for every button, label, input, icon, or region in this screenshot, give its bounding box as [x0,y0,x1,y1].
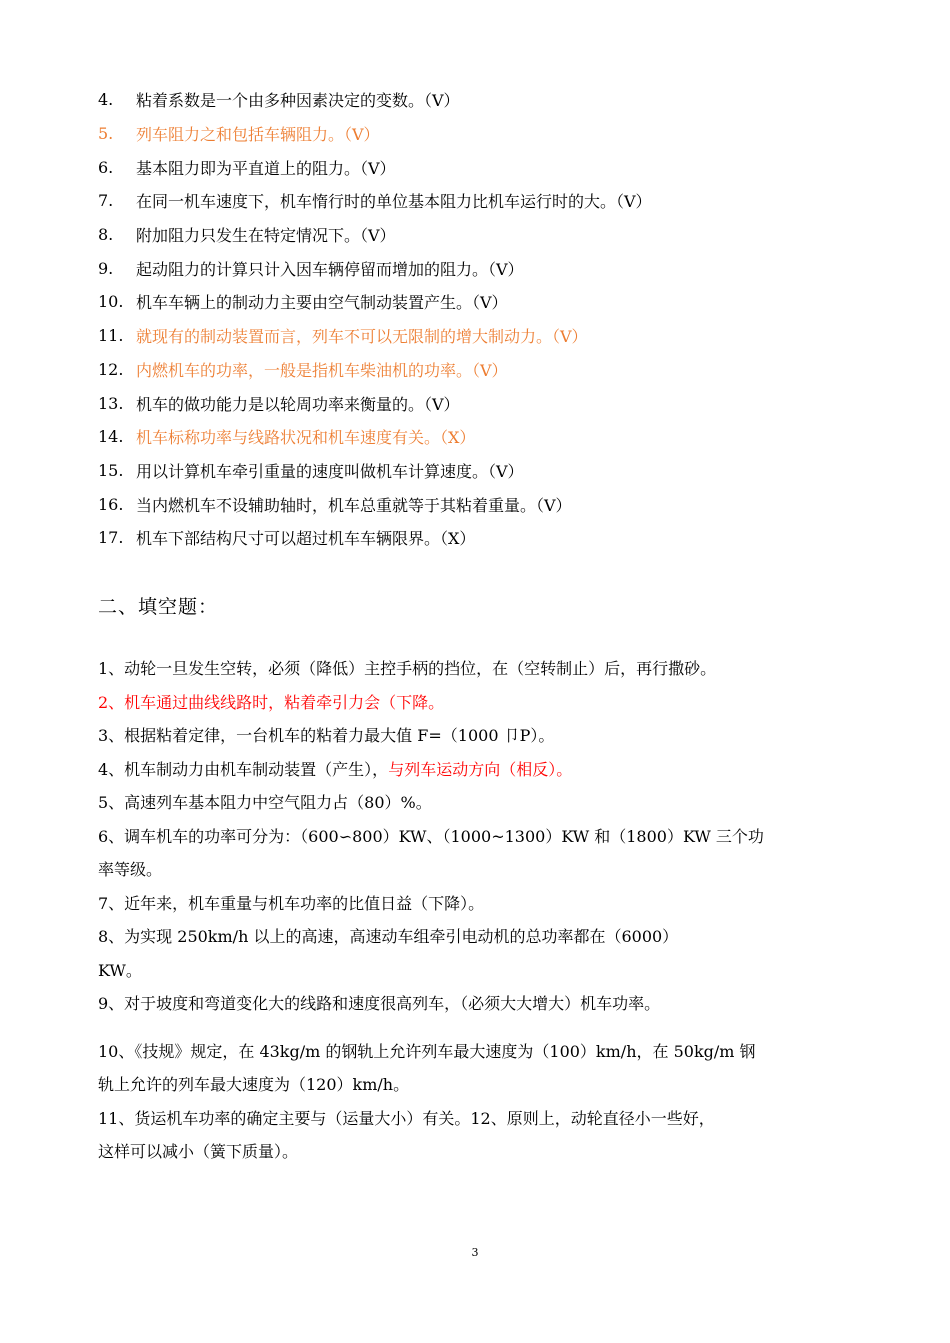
list-item: 4、机车制动力由机车制动装置（产生），与列车运动方向（相反）。 [98,759,573,779]
list-item: 7. 在同一机车速度下，机车惰行时的单位基本阻力比机车运行时的大。（V） [98,191,652,212]
page-number: 3 [471,1246,479,1259]
list-item: KW。 [98,960,142,980]
item-text: 机车车辆上的制动力主要由空气制动装置产生。（V） [136,293,508,313]
list-item: 8、为实现 250km/h 以上的高速，高速动车组牵引电动机的总功率都在（6000） [98,927,679,946]
item-text: 用以计算机车牵引重量的速度叫做机车计算速度。（V） [136,461,524,481]
item-text: 当内燃机车不设辅助轴时，机车总重就等于其粘着重量。（V） [136,495,572,515]
list-item: 8. 附加阻力只发生在特定情况下。（V） [98,225,396,246]
list-item: 6. 基本阻力即为平直道上的阻力。（V） [98,157,396,178]
list-item: 9、对于坡度和弯道变化大的线路和速度很高列车，（必须大大增大）机车功率。 [98,994,661,1013]
item-text: 就现有的制动装置而言，列车不可以无限制的增大制动力。（V） [136,327,588,347]
item-text: 内燃机车的功率，一般是指机车柴油机的功率。（V） [136,360,508,380]
list-item: 7、近年来，机车重量与机车功率的比值日益（下降）。 [98,893,485,913]
list-item: 9. 起动阻力的计算只计入因车辆停留而增加的阻力。（V） [98,258,524,279]
list-item: 12. 内燃机车的功率，一般是指机车柴油机的功率。（V） [98,359,508,380]
true-false-list [0,83,950,555]
item-text: 附加阻力只发生在特定情况下。（V） [136,226,396,246]
list-item: 11、货运机车功率的确定主要与（运量大小）有关。12、原则上，动轮直径小一些好， [98,1108,715,1128]
section-title: 二、填空题： [98,596,219,618]
list-item: 14. 机车标称功率与线路状况和机车速度有关。（X） [98,427,476,448]
item-text: 机车下部结构尺寸可以超过机车车辆限界。（X） [136,529,476,549]
list-item: 13. 机车的做功能力是以轮周功率来衡量的。（V） [98,393,460,414]
list-item: 17. 机车下部结构尺寸可以超过机车车辆限界。（X） [98,528,476,549]
list-item: 16. 当内燃机车不设辅助轴时，机车总重就等于其粘着重量。（V） [98,494,572,515]
list-item: 11. 就现有的制动装置而言，列车不可以无限制的增大制动力。（V） [98,326,588,347]
list-item: 5、高速列车基本阻力中空气阻力占（80）%。 [98,793,432,812]
list-item: 10、《技规》规定，在 43kg/m 的钢轨上允许列车最大速度为（100）km/h，在 50kg/m 钢 [98,1041,756,1061]
list-item: 1、动轮一旦发生空转，必须（降低）主控手柄的挡位，在（空转制止）后，再行撒砂。 [98,659,717,678]
item-text: 列车阻力之和包括车辆阻力。（V） [136,125,380,145]
item-text: 起动阻力的计算只计入因车辆停留而增加的阻力。（V） [136,259,524,279]
list-item: 10. 机车车辆上的制动力主要由空气制动装置产生。（V） [98,292,508,313]
list-item: 轨上允许的列车最大速度为（120）km/h。 [98,1075,410,1094]
item-text: 基本阻力即为平直道上的阻力。（V） [136,158,396,178]
list-item: 4. 粘着系数是一个由多种因素决定的变数。（V） [98,90,460,111]
list-item: 率等级。 [98,860,163,879]
fill-blank-list [98,652,858,1169]
list-item: 15. 用以计算机车牵引重量的速度叫做机车计算速度。（V） [98,460,524,481]
item-text: 在同一机车速度下，机车惰行时的单位基本阻力比机车运行时的大。（V） [136,192,652,212]
list-item: 6、调车机车的功率可分为：（600∽800）KW、（1000~1300）KW 和（1800）KW 三个功 [98,826,764,846]
item-text: 机车标称功率与线路状况和机车速度有关。（X） [136,428,476,448]
list-item: 这样可以减小（簧下质量）。 [98,1142,299,1161]
item-text: 粘着系数是一个由多种因素决定的变数。（V） [136,91,460,111]
list-item: 3、根据粘着定律，一台机车的粘着力最大值 F=（1000 卩P）。 [98,726,555,745]
item-text: 机车的做功能力是以轮周功率来衡量的。（V） [136,394,460,414]
list-item: 2、机车通过曲线线路时，粘着牵引力会（下降。 [98,692,445,712]
list-item: 5. 列车阻力之和包括车辆阻力。（V） [98,124,380,145]
